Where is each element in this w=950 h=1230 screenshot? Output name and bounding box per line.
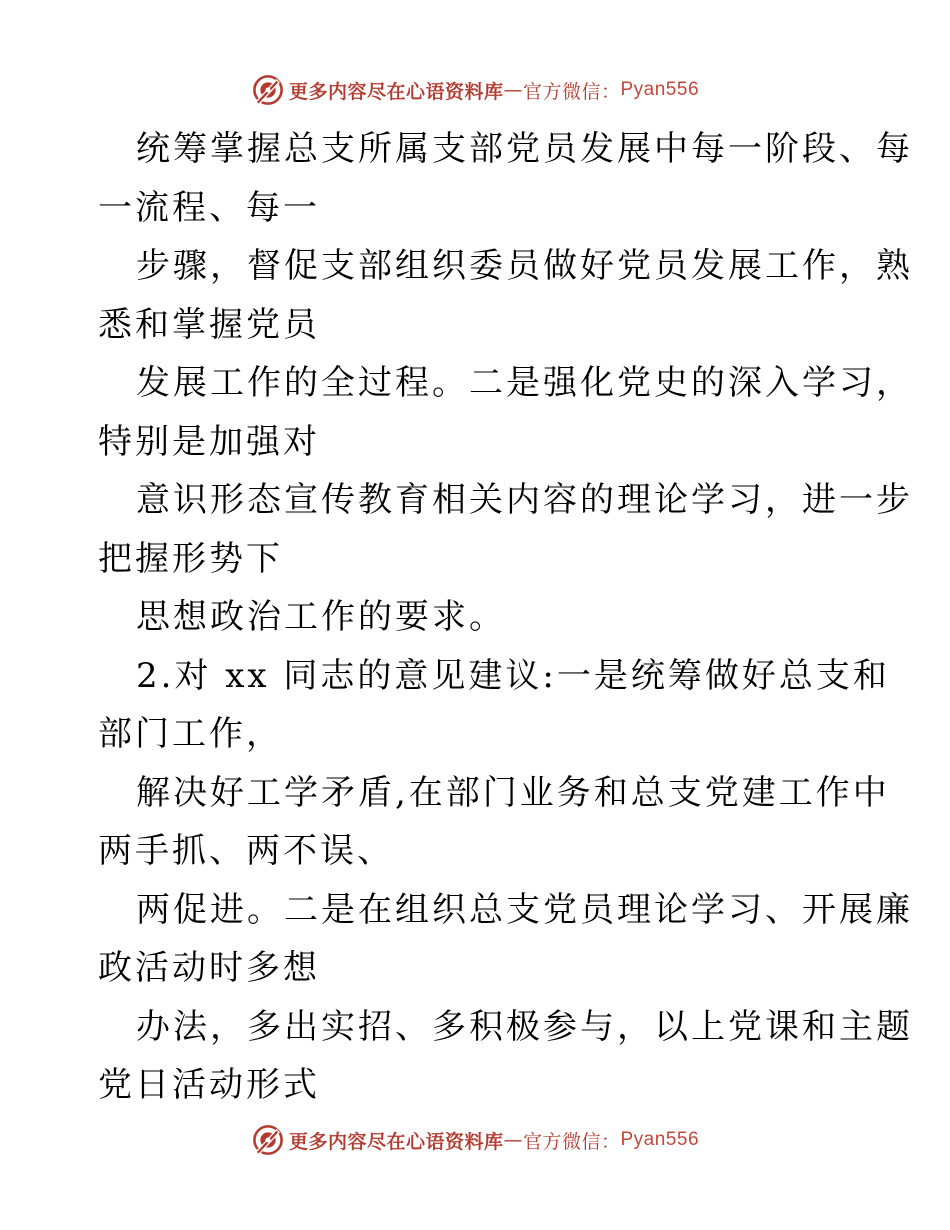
- paragraph-line: 政活动时多想: [98, 948, 320, 988]
- paragraph-line: 步骤，督促支部组织委员做好党员发展工作，熟: [136, 246, 913, 286]
- paragraph-line: 两手抓、两不误、: [98, 831, 394, 871]
- paragraph-line: 发展工作的全过程。二是强化党史的深入学习，: [136, 363, 913, 403]
- paragraph-line: 把握形势下: [98, 538, 283, 579]
- banner-wechat-id: Pyan556: [620, 79, 700, 100]
- footer-watermark-banner: [0, 1120, 950, 1160]
- paragraph-line: 解决好工学矛盾,在部门业务和总支党建工作中: [136, 772, 890, 813]
- paragraph-line: 思想政治工作的要求。: [136, 597, 506, 637]
- paragraph-line: 特别是加强对: [98, 421, 320, 462]
- banner-wechat-label: 官方微信：: [522, 80, 621, 103]
- banner-brand-text: 更多内容尽在心语资料库: [288, 1130, 504, 1153]
- banner-dash: —: [503, 1129, 523, 1151]
- paragraph-line: 一流程、每一: [98, 187, 320, 228]
- paragraph-line: 部门工作，: [98, 714, 283, 754]
- banner-brand-text: 更多内容尽在心语资料库: [288, 80, 504, 103]
- document-body: [98, 120, 913, 1115]
- paragraph-line: 悉和掌握党员: [98, 304, 320, 345]
- pen-logo-icon: [251, 1123, 285, 1157]
- banner-dash: —: [503, 79, 523, 101]
- banner-wechat-label: 官方微信：: [522, 1130, 621, 1153]
- paragraph-line: 两促进。二是在组织总支党员理论学习、开展廉: [136, 889, 913, 930]
- paragraph-line: 2.对 xx 同志的意见建议:一是统筹做好总支和: [136, 655, 890, 696]
- paragraph-line: 意识形态宣传教育相关内容的理论学习，进一步: [136, 480, 913, 520]
- pen-logo-icon: [251, 73, 285, 107]
- banner-wechat-id: Pyan556: [620, 1129, 700, 1150]
- paragraph-line: 统筹掌握总支所属支部党员发展中每一阶段、每: [136, 129, 913, 169]
- paragraph-line: 党日活动形式: [98, 1065, 320, 1105]
- header-watermark-banner: [0, 70, 950, 110]
- paragraph-line: 办法，多出实招、多积极参与，以上党课和主题: [136, 1006, 913, 1047]
